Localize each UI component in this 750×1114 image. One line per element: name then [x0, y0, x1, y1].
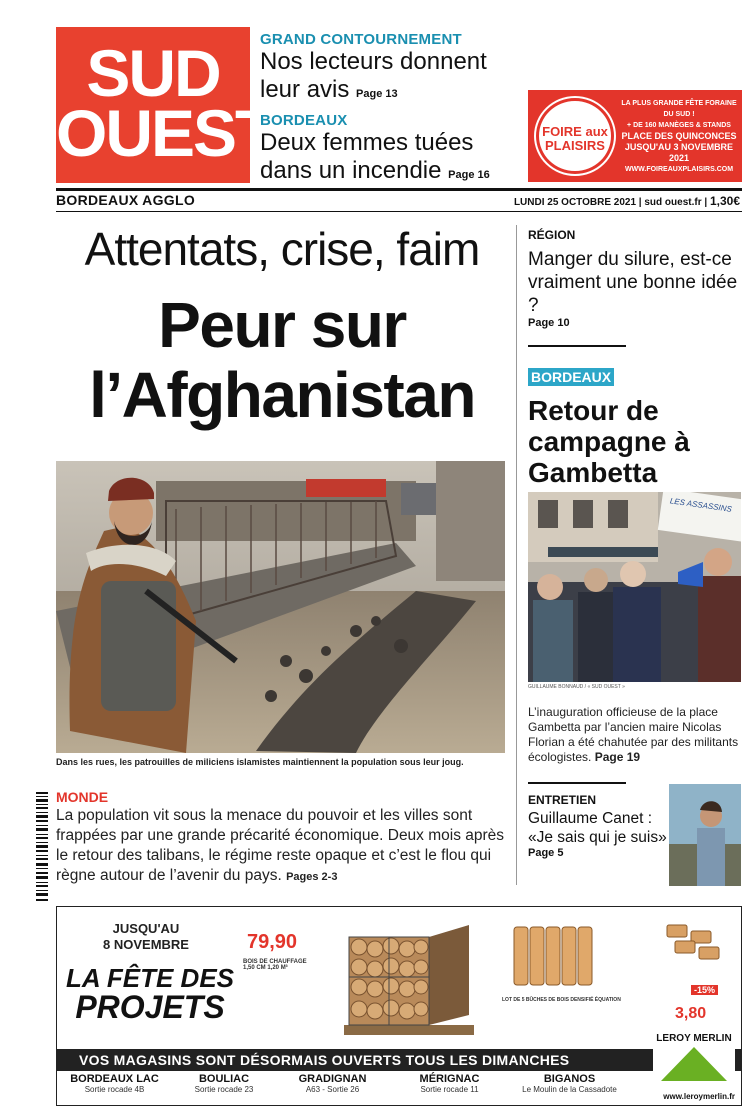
masthead-rule — [56, 188, 742, 191]
gambetta-protest-photo — [528, 492, 741, 682]
foire-aux-plaisirs-ad[interactable] — [528, 90, 742, 182]
main-headline[interactable] — [56, 290, 508, 430]
product-logs: LOT DE 5 BÛCHES DE BOIS DENSIFIÉ ÉQUATION — [502, 997, 621, 1003]
edition-name: BORDEAUX AGGLO — [56, 192, 196, 208]
price-wood: 79,90 — [247, 931, 298, 953]
story-3-title: Guillaume Canet : «Je sais qui je suis» — [528, 810, 667, 846]
teaser-1-title-text: Nos lecteurs donnent leur avis — [260, 48, 487, 103]
store-exit: A63 - Sortie 26 — [305, 1085, 360, 1094]
teaser-1-title — [260, 48, 522, 108]
store-name: BORDEAUX LAC — [70, 1073, 159, 1085]
store-name: BOULIAC — [198, 1073, 250, 1085]
product-wood: BOIS DE CHAUFFAGE 1,50 CM 1,20 M³ — [243, 959, 307, 971]
store-name: BIGANOS — [543, 1073, 596, 1085]
store-gradignan[interactable] — [285, 1073, 380, 1094]
guillaume-canet-portrait — [669, 784, 741, 886]
store-name: GRADIGNAN — [298, 1073, 367, 1085]
teaser-2-title — [260, 129, 522, 189]
main-kicker: Attentats, crise, faim — [84, 223, 480, 275]
foire-badge: FOIRE aux PLAISIRS — [536, 98, 614, 174]
barcode — [36, 790, 53, 906]
teaser-2[interactable] — [260, 112, 522, 189]
edition-rule — [56, 211, 742, 212]
logo-line-1: SUD — [86, 36, 220, 110]
discount-badge: -15% — [691, 985, 718, 995]
foire-text — [620, 98, 738, 175]
story-2-title[interactable]: Retour de campagne à Gambetta — [528, 395, 690, 488]
ad-url[interactable]: www.leroymerlin.fr — [663, 1092, 735, 1101]
store-biganos[interactable] — [512, 1073, 627, 1094]
teaser-2-kicker: BORDEAUX — [260, 112, 348, 129]
ad-banner: VOS MAGASINS SONT DÉSORMAIS OUVERTS TOUS LES DIMANCHES — [57, 1049, 741, 1071]
dateline: LUNDI 25 OCTOBRE 2021 | sud ouest.fr | 1,30€ — [513, 194, 740, 208]
sud-ouest-logo[interactable] — [56, 27, 274, 183]
leroy-merlin-logo-mark — [653, 1025, 735, 1087]
story-2-tag: BORDEAUX — [528, 368, 614, 386]
column-divider — [516, 225, 517, 885]
sidebar-story-3[interactable] — [528, 793, 668, 859]
headline-line-2: l’Afghanistan — [89, 359, 475, 431]
story-2-page: Page 19 — [594, 750, 641, 764]
headline-line-1: Peur sur — [158, 289, 406, 361]
monde-kicker: MONDE — [56, 789, 109, 805]
monde-story[interactable] — [56, 806, 506, 887]
sidebar-divider-2 — [528, 782, 626, 784]
story-1-title: Manger du silure, est-ce vraiment une bonne idée ? — [528, 249, 738, 316]
issue-price: 1,30€ — [709, 194, 740, 208]
densified-logs-image — [509, 919, 599, 989]
afghanistan-street-photo — [56, 461, 505, 753]
story-3-kicker: ENTRETIEN — [528, 793, 597, 807]
price-logs: 3,80 — [675, 1005, 707, 1022]
gambetta-photo[interactable] — [528, 492, 741, 682]
store-name: MÉRIGNAC — [419, 1073, 480, 1085]
foire-line-2: + DE 160 MANÈGES & STANDS — [627, 122, 731, 129]
leroy-merlin-wordmark: LEROY MERLIN — [656, 1033, 732, 1044]
store-exit: Le Moulin de la Cassadote — [522, 1085, 617, 1094]
ad-date-line-2: 8 NOVEMBRE — [103, 937, 189, 952]
foire-line-4: JUSQU'AU 3 NOVEMBRE 2021 — [624, 142, 734, 163]
ad-date-line-1: JUSQU'AU — [112, 921, 180, 936]
main-photo-caption: Dans les rues, les patrouilles de miliciens islamistes maintiennent la population sous leur joug. — [56, 757, 464, 767]
monde-body: La population vit sous la menace du pouvoir et les villes sont frappées par une grande précarité économique. Deux mois après le retour des talibans, le régime reste opaque et c’est le flou qui règne autour de l’avenir du pays. — [56, 807, 505, 884]
store-exit: Sortie rocade 4B — [84, 1085, 145, 1094]
protest-sign-word: LES ASSASSINS — [669, 496, 733, 514]
teaser-1-kicker: GRAND CONTOURNEMENT — [260, 31, 462, 48]
logo-line-2: OUEST — [56, 96, 274, 170]
wood-bricks-image — [657, 917, 737, 967]
teaser-1-page: Page 13 — [356, 88, 398, 100]
main-photo[interactable] — [56, 461, 505, 753]
fete-line-2: PROJETS — [75, 989, 225, 1025]
store-exit: Sortie rocade 23 — [194, 1085, 254, 1094]
fete-des-projets-logo — [65, 965, 235, 1023]
gambetta-photo-credit: GUILLAUME BONNAUD / « SUD OUEST » — [528, 684, 625, 690]
store-merignac[interactable] — [402, 1073, 497, 1094]
sidebar-divider-1 — [528, 345, 626, 347]
firewood-pallet-image — [339, 917, 479, 1042]
story-1-kicker: RÉGION — [528, 228, 576, 242]
foire-line-3: PLACE DES QUINCONCES — [621, 131, 737, 141]
teaser-2-title-text: Deux femmes tuées dans un incendie — [260, 129, 474, 184]
store-exit: Sortie rocade 11 — [420, 1085, 479, 1094]
leroy-merlin-ad[interactable] — [56, 906, 742, 1106]
story-1-page: Page 10 — [528, 317, 570, 329]
teaser-2-page: Page 16 — [448, 169, 490, 181]
foire-line-1: LA PLUS GRANDE FÊTE FORAINE DU SUD ! — [621, 100, 737, 118]
fete-line-1: LA FÊTE DES — [65, 963, 235, 993]
store-bordeaux-lac[interactable] — [67, 1073, 162, 1094]
sidebar-story-1[interactable] — [528, 228, 742, 329]
ad-date — [91, 921, 201, 953]
monde-page: Pages 2-3 — [286, 871, 338, 883]
store-bouliac[interactable] — [179, 1073, 269, 1094]
issue-date: LUNDI 25 OCTOBRE 2021 — [513, 197, 637, 208]
story-3-page: Page 5 — [528, 847, 564, 859]
canet-photo[interactable] — [669, 784, 741, 886]
teaser-1[interactable] — [260, 31, 522, 108]
foire-line-5: WWW.FOIREAUXPLAISIRS.COM — [624, 166, 734, 173]
site-name: sud ouest.fr — [644, 197, 702, 208]
leroy-merlin-logo[interactable] — [653, 1025, 735, 1087]
story-2-text — [528, 705, 742, 765]
story-2-body: L’inauguration officieuse de la place Gambetta par l’ancien maire Nicolas Florian a été chahutée par des militants écologistes. — [528, 705, 739, 764]
